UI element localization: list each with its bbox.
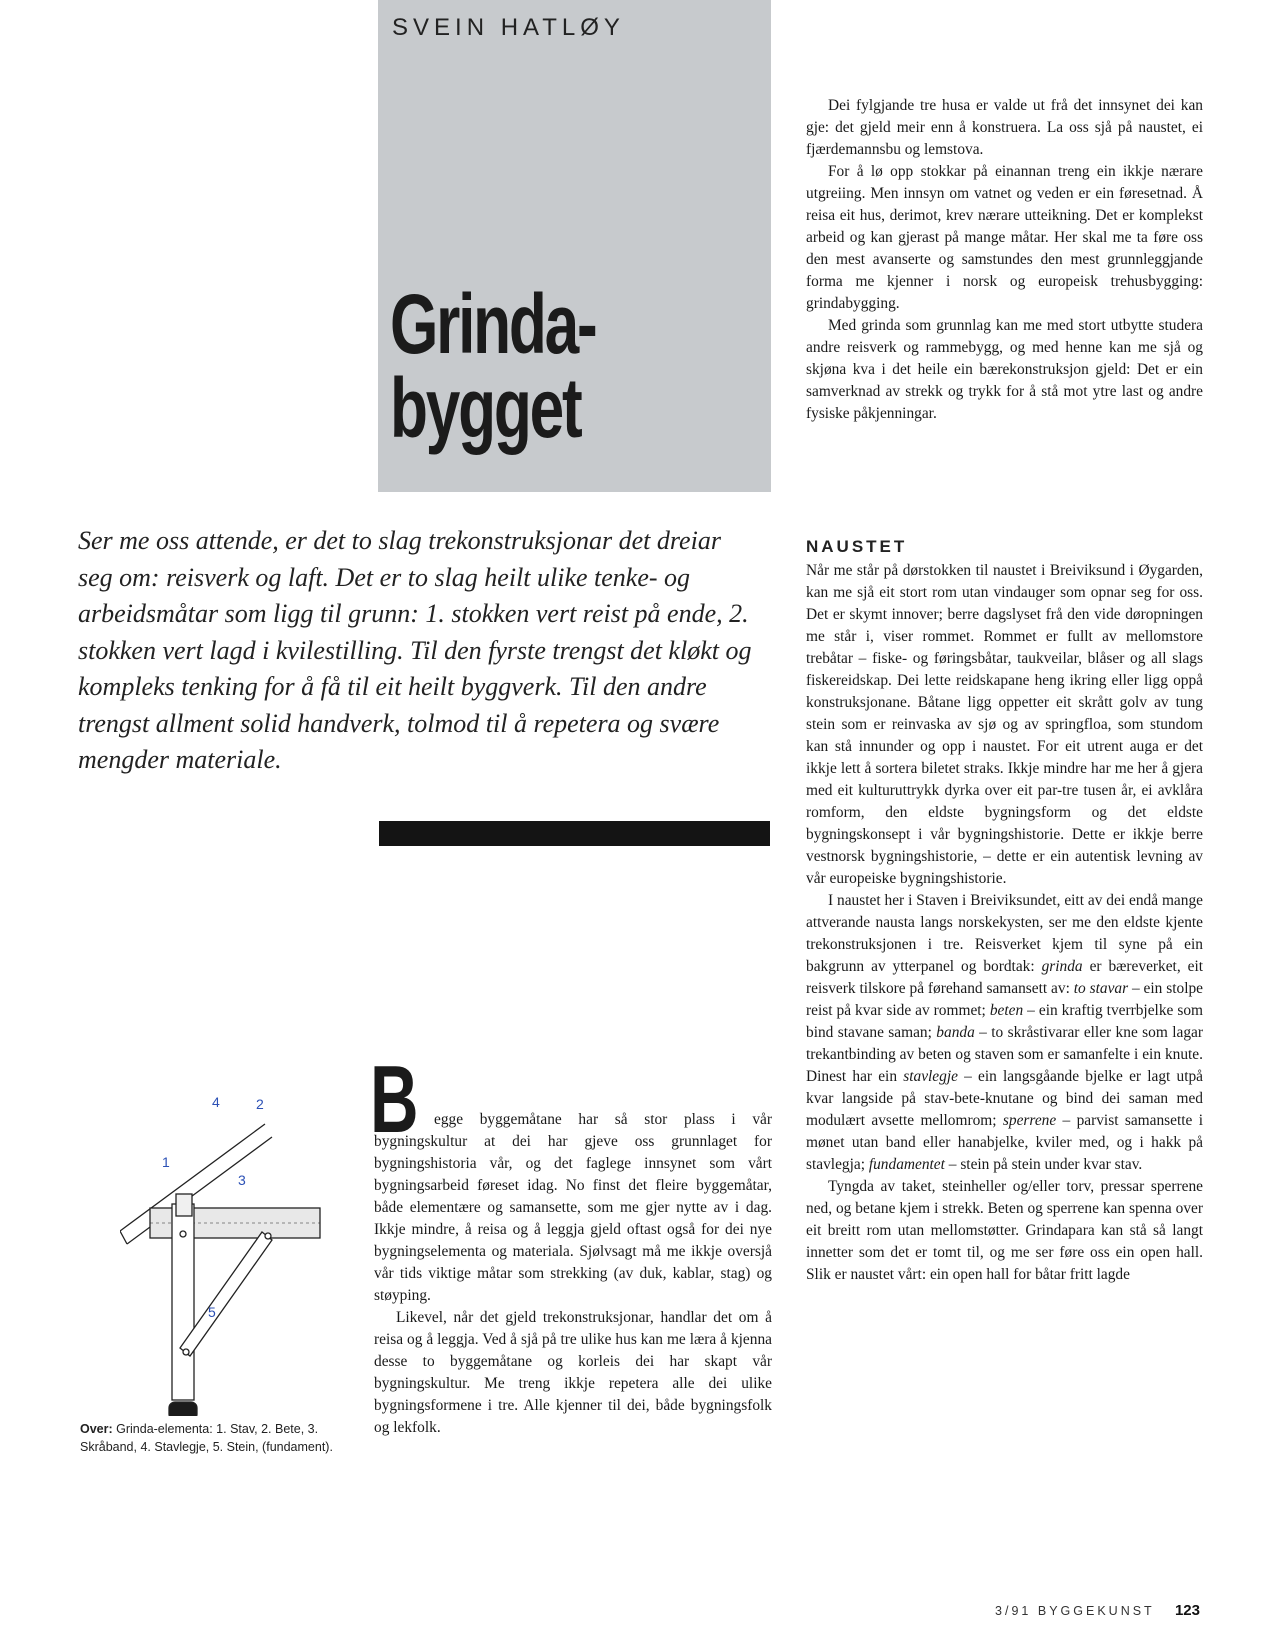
- title-panel: [378, 0, 771, 492]
- author-name: SVEIN HATLØY: [392, 14, 625, 41]
- naustet-paragraph-3: Tyngda av taket, steinheller og/eller torv, pressar sperrene ned, og betane kjem i strekk. Beten og sperrene kan spenna over eit breitt rom utan mellomstøtter. Grindapara kan stå så langt innetter som det er tomt til, og me ser føre oss ein open hall. Slik er naustet vårt: ein open hall for båtar fritt lagde: [806, 1178, 1203, 1283]
- stone-shape: [169, 1402, 197, 1416]
- article-title: [390, 277, 596, 455]
- drop-cap: B: [370, 1046, 419, 1153]
- page-number: 123: [1174, 1602, 1200, 1619]
- stavlegje-shape: [176, 1194, 192, 1216]
- term-banda: banda: [936, 1024, 975, 1041]
- term-fundamentet: fundamentet: [868, 1156, 945, 1173]
- section-heading: NAUSTET: [806, 537, 908, 556]
- figure-caption: [80, 1420, 334, 1456]
- term-grinda: grinda: [1041, 958, 1083, 975]
- caption-lead: Over:: [80, 1422, 113, 1436]
- title-line-2: bygget: [390, 361, 581, 455]
- issue-number: 3/91: [995, 1604, 1032, 1618]
- term-stavlegje: stavlegje: [903, 1068, 958, 1085]
- page-footer: [995, 1602, 1200, 1619]
- label-1: 1: [162, 1154, 170, 1170]
- divider-bar: [379, 821, 770, 846]
- naustet-paragraph-2: I naustet her i Staven i Breiviksundet, eitt av dei endå mange attverande nausta langs norskekysten, ser me den eldste kjente trekonstruksjonen i tre. Reisverket kjem til syne på ein bakgrunn av ytterpanel og bordtak: grinda er bæreverket, eit reisverk tilskore på førehand samansett av: to stavar – ein stolpe reist på kvar side av rommet; beten – ein kraftig tverrbjelke som bind stavane saman; banda – to skråstivarar eller kne som lagar trekantbinding av beten og staven som er samanfelte i ein knute. Dinest har ein stavlegje – ein langsgåande bjelke er lagt utpå kvar langside på stav-bete-knutane og bind dei saman med modulært avsette mellomrom; sperrene – parvist samansette i mønet utan band eller hanabjelke, kviler med, og i hakk på stavlegja; fundamentet – stein på stein under kvar stav.: [806, 892, 1204, 1173]
- intro-paragraph-1: Dei fylgjande tre husa er valde ut frå det innsynet dei kan gje: det gjeld meir enn å konstruera. La oss sjå på naustet, ei fjærdemannsbu og lemstova.: [806, 97, 1203, 158]
- label-5: 5: [208, 1304, 216, 1320]
- intro-paragraph-2: For å lø opp stokkar på einannan treng ein ikkje nærare utgreiing. Men innsyn om vatnet og veden er ein føresetnad. Å reisa eit hus, derimot, krev nærare utteikning. Det er komplekst arbeid og kan gjerast på mange måtar. Her skal me ta føre oss den mest avanserte og samstundes den mest grunnleggjande forma me kjenner i norsk og europeisk trehusbygging: grindabygging.: [806, 163, 1203, 312]
- label-2: 2: [256, 1096, 264, 1112]
- intro-paragraph-3: Med grinda som grunnlag kan me med stort utbytte studera andre reisverk og rammebygg, og med henne kan me sjå og skjøna kva i det heile ein bærekonstruksjon gjeld: Det er ein samverknad av strekk og trykk for å stå mot ytre last og andre fysiske påkjenningar.: [806, 317, 1203, 422]
- middle-paragraph-1: egge byggemåtane har så stor plass i vår bygningskultur at dei har gjeve oss grunnlaget for bygningshistoria vår, og det faglege innsynet som vårt bygningsarbeid føreset idag. No finst det fleire byggemåtar, både elementære og samansette, som me gjer nytte av i dag. Ikkje mindre, å reisa og å leggja gjeld oftast også for dei nye bygningselementa og materiala. Sjølvsagt må me ikkje oversjå vår tids viktige måtar som strekking (av duk, kablar, stag) og støyping.: [374, 1111, 772, 1304]
- term-beten: beten: [989, 1002, 1024, 1019]
- naustet-paragraph-1: Når me står på dørstokken til naustet i Breiviksund i Øygarden, kan me sjå eit stort rom utan vindauger som opnar seg for oss. Det er skymt innover; berre dagslyset frå den vide døropningen me står i, viser rommet. Rommet er fullt av mellomstore trebåtar – fiske- og føringsbåtar, taukveilar, blåser og all slags fiskereidskap. Dei lette reidskapane heng ikring eller ligg oppå konstruksjonane. Båtane ligg oppetter eit skrått golv av tung stein som er reinvaska av sjø og av springfloa, som stundom kan stå innunder og opp i naustet. For eit utrent auga er det ikkje lett å sortera biletet straks. Ikkje mindre har me her å gjera med eit kulturuttrykk dyrka over eit par-tre tusen år, ei avklåra romform, den eldste bygningsform og det eldste bygningskonsept i vår bygningshistorie. Dette er ikkje berre vestnorsk bygningshistorie, – dette er ein autentisk levning av vår europeiske bygningshistorie.: [806, 562, 1203, 887]
- label-4: 4: [212, 1094, 220, 1110]
- magazine-name: BYGGEKUNST: [1037, 1604, 1155, 1618]
- grinda-diagram: [120, 1086, 340, 1416]
- label-3: 3: [238, 1172, 246, 1188]
- caption-text: Grinda-elementa: 1. Stav, 2. Bete, 3. Skråband, 4. Stavlegje, 5. Stein, (fundament).: [80, 1422, 333, 1454]
- term-sperrene: sperrene: [1002, 1112, 1057, 1129]
- title-line-1: Grinda-: [390, 277, 596, 371]
- middle-column: [374, 1109, 772, 1439]
- term-stavar: to stavar: [1073, 980, 1129, 997]
- lead-paragraph: Ser me oss attende, er det to slag trekonstruksjonar det dreiar seg om: reisverk og laft. Det er to slag heilt ulike tenke- og arbeidsmåtar som ligg til grunn: 1. stokken vert reist på ende, 2. stokken vert lagd i kvilestilling. Til den fyrste trengst det kløkt og kompleks tenking for å få til eit heilt byggverk. Til den andre trengst allment solid handverk, tolmod til å repetera og svære mengder materiale.: [78, 526, 752, 774]
- naustet-column: [806, 536, 1203, 1286]
- intro-column: [806, 95, 1203, 425]
- middle-paragraph-2: Likevel, når det gjeld trekonstruksjonar, handlar det om å reisa og å leggja. Ved å sjå på tre ulike hus kan me læra å kjenna desse to byggemåtane og korleis dei har skapt vår bygningskultur. Me treng ikkje repetera alle dei ulike bygningsformene i tre. Alle kjenner til dei, både bygningsfolk og lekfolk.: [374, 1309, 772, 1436]
